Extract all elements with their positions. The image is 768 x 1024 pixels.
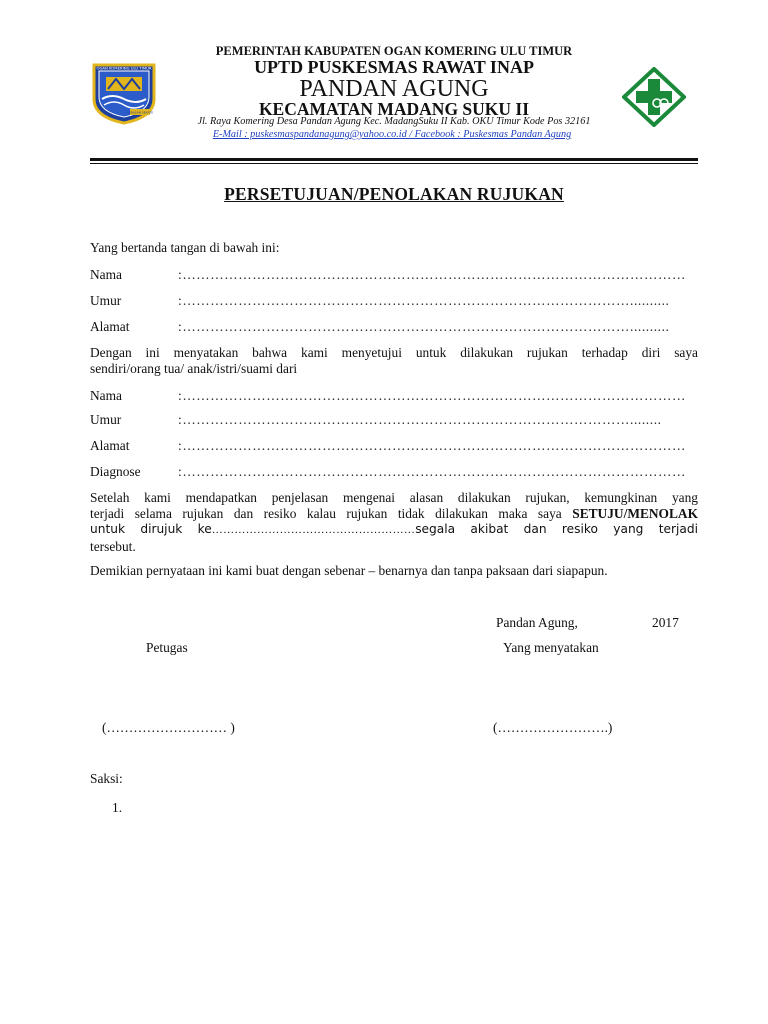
intro-text: Yang bertanda tangan di bawah ini: (90, 240, 280, 255)
patient-blank-alamat: :……………………………………………………………………………………………… (178, 438, 686, 453)
explanation-line-3-start: untuk dirujuk ke (90, 522, 212, 536)
puskesmas-name: PANDAN AGUNG (299, 76, 489, 102)
contact-line[interactable]: E-Mail : puskesmaspandanagung@yahoo.co.id / Facebook : Puskesmas Pandan Agung (212, 129, 572, 140)
patient-blank-diagnose: :……………………………………………………………………………………………… (178, 464, 686, 479)
officer-label: Petugas (146, 640, 188, 655)
declarant-signature-line: (…………………….) (493, 720, 613, 735)
patient-label-diagnose: Diagnose (90, 464, 141, 479)
field-label-umur: Umur (90, 293, 122, 308)
header-divider-thin (90, 163, 698, 164)
destination-blank: ……………………………………………… (211, 524, 416, 536)
consent-choice: SETUJU/MENOLAK (572, 505, 698, 521)
explanation-line-3 (90, 521, 698, 539)
field-label-nama: Nama (90, 267, 122, 282)
closing-statement: Demikian pernyataan ini kami buat dengan sebenar – benarnya dan tanpa paksaan dari siapapun. (90, 563, 608, 578)
emblem-top-text: OGAN KOMERING ULU TIMUR (96, 65, 152, 71)
signing-place: Pandan Agung, (496, 615, 578, 630)
witness-item-1: 1. (112, 800, 123, 815)
explanation-line-4: tersebut. (90, 538, 136, 554)
explanation-line-2 (90, 506, 698, 522)
header-divider-thick (90, 158, 698, 161)
field-blank-umur: :…………………………………………………………………………………….......... (178, 293, 670, 308)
emblem-motto-text: SERASAN SEKATE (126, 110, 154, 115)
signing-year: 2017 (652, 615, 679, 630)
field-blank-nama: :……………………………………………………………………………………………… (178, 267, 686, 282)
patient-blank-nama: :……………………………………………………………………………………………… (178, 388, 686, 403)
field-blank-alamat: :…………………………………………………………………………………….......... (178, 319, 670, 334)
address-line: Jl. Raya Komering Desa Pandan Agung Kec. MadangSuku II Kab. OKU Timur Kode Pos 32161 (197, 116, 591, 127)
statement-line-1: Dengan ini menyatakan bahwa kami menyetujui untuk dilakukan rujukan terhadap diri saya (90, 345, 698, 360)
patient-blank-umur: :……………………………………………………………………………………........ (178, 412, 662, 427)
patient-label-alamat: Alamat (90, 438, 130, 453)
explanation-line-3-end: segala akibat dan resiko yang terjadi (415, 522, 698, 536)
explanation-line-2-text: terjadi selama rujukan dan resiko kalau rujukan tidak dilakukan maka saya (90, 505, 573, 521)
witness-label: Saksi: (90, 771, 123, 786)
patient-label-nama: Nama (90, 388, 122, 403)
patient-label-umur: Umur (90, 412, 122, 427)
officer-signature-line: (……………………… ) (102, 720, 235, 735)
district-line: KECAMATAN MADANG SUKU II (258, 99, 530, 119)
statement-line-2: sendiri/orang tua/ anak/istri/suami dari (90, 360, 298, 376)
field-label-alamat: Alamat (90, 319, 130, 334)
statement-paragraph (90, 345, 698, 376)
uptd-line: UPTD PUSKESMAS RAWAT INAP (254, 57, 534, 77)
explanation-line-1: Setelah kami mendapatkan penjelasan mengenai alasan dilakukan rujukan, kemungkinan yang (90, 490, 698, 505)
explanation-paragraph (90, 490, 698, 554)
document-title: PERSETUJUAN/PENOLAKAN RUJUKAN (224, 184, 564, 204)
government-line: PEMERINTAH KABUPATEN OGAN KOMERING ULU TIMUR (215, 44, 573, 58)
declarant-label: Yang menyatakan (503, 640, 599, 655)
